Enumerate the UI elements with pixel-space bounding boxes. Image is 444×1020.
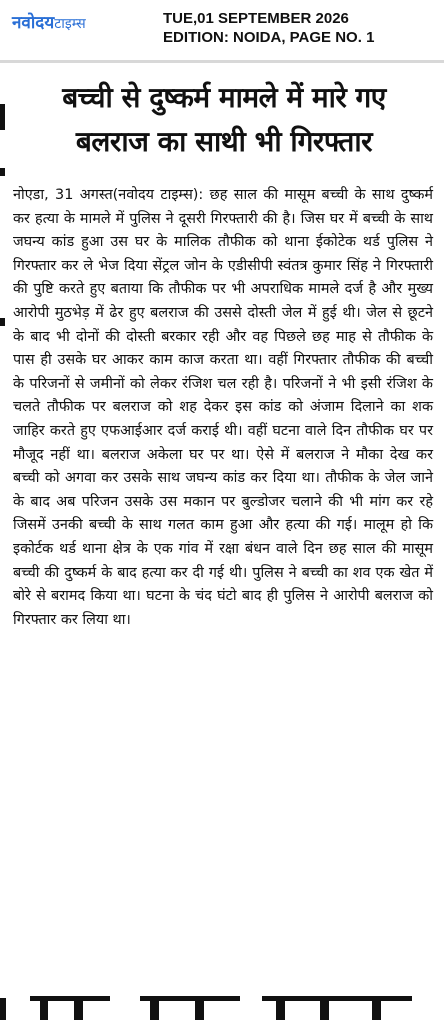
article-paragraph: नोएडा, 31 अगस्त(नवोदय टाइम्स): छह साल की मासूम बच्ची के साथ दुष्कर्म कर हत्या के मामले में पुलिस ने दूसरी गिरफ्तारी की है। जिस घर में बच्ची के साथ जघन्य कांड हुआ उस घर के मालिक तौफीक को थाना ईकोटेक थर्ड पुलिस ने गिरफ्तार कर ले भेज दिया सेंट्रल जोन के एडीसीपी स्वंतत्र कुमार सिंह ने गिरफ्तारी की पुष्टि करते हुए बताया कि तौफीक पर भी अपराधिक मामले दर्ज है और मुख्य आरोपी मुठभेड़ में ढेर हुए बलराज की उससे दोस्ती जेल में हुई थी। जेल से छूटने के बाद भी दोनों की दोस्ती बरकार रही और वह पिछले छह माह से तौफीक के पास ही उसके घर आकर काम काज करता था। वहीं गिरफ्तार तौफीक की बच्ची के परिजनों से जमीनों को लेकर रंजिश चल रही है। परिजनों ने भी इसी रंजिश के चलते तौफीक पर बलराज को शह देकर इस कांड को अंजाम दिलाने का शक जाहिर करते हुए एफआईआर दर्ज कराई थी। वहीं घटना वाले दिन तौफीक घर पर मौजूद नहीं था। बलराज अकेला घर पर था। ऐसे में बलराज ने मौका देख कर बच्ची को अगवा कर उसके साथ जघन्य कांड कर दिया था। तौफीक के जेल जाने के बाद अब परिजन उसके उस मकान पर बुल्डोजर चलाने की भी मांग कर रहे जिसमें उनकी बच्ची के साथ गलत काम हुआ और हत्या की गई। मालूम हो कि इकोर्टक थर्ड थाना क्षेत्र के एक गांव में रक्षा बंधन वाले दिन छह साल की मासूम बच्ची की दुष्कर्म के बाद हत्या कर दी गई थी। पुलिस ने बच्ची का शव एक खेत में बोरे से बरामद किया था। घटना के चंद घंटो बाद ही पुलिस ने आरोपी बलराज को गिरफ्तार कर लिया था। [13, 187, 433, 628]
publication-date: TUE,01 SEPTEMBER 2026 [163, 10, 349, 27]
column-edge-mark [0, 318, 5, 326]
masthead-divider [0, 60, 444, 63]
logo-main-text: नवोदय [12, 13, 55, 33]
headline-line-2: बलराज का साथी भी गिरफ्तार [75, 125, 373, 158]
article-headline [14, 76, 434, 164]
logo-sub-text: टाइम्स [54, 16, 86, 32]
headline-line-1: बच्ची से दुष्कर्म मामले में मारे गए [62, 81, 386, 114]
column-edge-mark [0, 104, 5, 130]
masthead [0, 0, 444, 58]
edition-info: EDITION: NOIDA, PAGE NO. 1 [163, 29, 375, 46]
dateline [163, 9, 374, 47]
next-article-headline-fragment [0, 988, 444, 1020]
column-edge-mark [0, 168, 5, 176]
newspaper-logo [12, 10, 86, 33]
article-body [13, 184, 433, 632]
